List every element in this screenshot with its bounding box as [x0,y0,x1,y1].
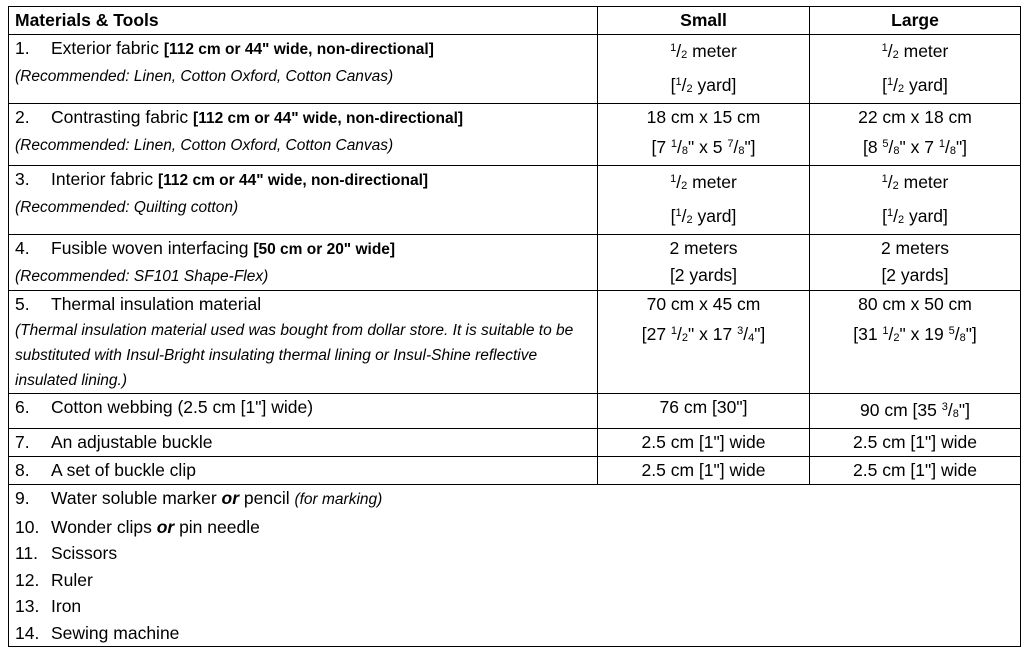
item-title [15,291,591,318]
item-number: 14. [15,622,40,643]
amount-text: [7 [651,137,671,157]
fraction-num: 1 [670,173,677,185]
table-row [9,457,1021,485]
amount-text: "] [744,137,756,157]
list-item [15,593,1014,620]
bracket: [ [670,75,676,95]
item-name: Thermal insulation material [51,294,262,314]
list-item [15,514,1014,541]
item-spec: [112 cm or 44" wide, non-directional] [163,41,434,58]
item-name: Cotton webbing (2.5 cm [1"] wide) [51,397,314,417]
small-line-1: 18 cm x 15 cm [646,107,761,127]
fraction-den: 8 [949,145,956,157]
table-row [9,104,1021,166]
amount-text: " x 5 [688,137,728,157]
large-line-1: $^1/_2$ meter [881,172,949,192]
amount-text: " x 19 [899,324,949,344]
item-text: Wonder clips [51,516,157,537]
small-line-2: [27 $^1/_2$" x 17 $^3/_4$"] [641,324,766,344]
table-row [9,429,1021,457]
item-name: An adjustable buckle [51,432,213,452]
item-title [15,35,591,63]
fraction-den: 8 [893,145,900,157]
amount-text: " x 17 [688,324,738,344]
table-row [9,166,1021,235]
item-number: 13. [15,596,40,616]
large-line-2: [$^1/_2$ yard] [882,206,948,226]
fraction-num: 1 [882,325,889,337]
small-cell [598,35,810,104]
large-cell: 2.5 cm [1"] wide [810,429,1021,457]
item-number: 11. [15,543,39,563]
small-cell [598,291,810,394]
table-row [9,291,1021,394]
fraction-den: 2 [892,49,899,61]
item-number: 8. [15,460,30,480]
small-cell: 2.5 cm [1"] wide [598,457,810,485]
bracket: [ [882,75,887,95]
item-cell [9,166,598,235]
fraction-den: 2 [897,83,905,95]
fraction-num: 1 [670,325,678,337]
item-title [15,429,591,456]
small-line-1: $^1/_2$ meter [670,41,737,61]
item-spec: [50 cm or 20" wide] [253,241,396,258]
materials-table-container [8,6,1021,647]
fraction-den: 4 [748,332,755,344]
bracket: [ [670,206,676,226]
amount-text: "] [958,400,970,420]
amount-text: "] [754,324,766,344]
item-text: pin needle [174,516,260,537]
fraction-den: 2 [681,49,688,61]
list-item [15,620,1014,647]
fraction-num: 3 [737,325,744,337]
amount-text: meter [898,172,949,192]
item-name: Contrasting fabric [51,107,189,127]
fraction-num: 1 [675,76,682,88]
amount-text: meter [687,41,737,61]
item-title [15,394,591,421]
item-cell [9,429,598,457]
item-title [15,235,591,263]
item-recommendation: (Recommended: Linen, Cotton Oxford, Cotton Canvas) [15,68,394,85]
fraction-den: 8 [681,145,689,157]
item-text: Water soluble marker [51,488,222,508]
table-row [9,394,1021,429]
bracket: [ [882,206,887,226]
item-name: Fusible woven interfacing [51,238,249,258]
amount-text: [27 [641,324,671,344]
item-text: Ruler [51,569,93,590]
fraction-num: 7 [727,138,734,150]
small-line-2: [$^1/_2$ yard] [670,75,737,95]
item-text: pencil [239,488,295,508]
header-large: Large [810,7,1021,35]
small-cell [598,394,810,429]
list-item [15,567,1014,594]
item-cell [9,235,598,291]
small-line-1: $^1/_2$ meter [670,172,737,192]
amount-text: "] [955,137,968,157]
fraction-num: 1 [675,207,682,219]
header-materials: Materials & Tools [9,7,598,35]
small-line-1: 76 cm [30"] [659,397,748,417]
fraction-den: 8 [738,145,745,157]
item-number: 3. [15,169,30,189]
fraction-den: 2 [686,83,693,95]
amount-text: yard] [904,75,948,95]
small-line-2: [7 $^1/_8$" x 5 $^7/_8$"] [651,137,756,157]
item-number: 12. [15,569,40,590]
item-number: 5. [15,294,30,314]
amount-text: [31 [853,324,883,344]
item-number: 2. [15,107,30,127]
item-note: (for marking) [294,491,383,508]
item-number: 1. [15,38,30,58]
large-line-2: [$^1/_2$ yard] [882,75,948,95]
header-row [9,7,1021,35]
fraction-den: 8 [952,408,959,420]
fraction-num: 1 [670,138,678,150]
item-recommendation: (Recommended: Linen, Cotton Oxford, Cotton Canvas) [15,137,394,154]
fraction-den: 2 [893,332,900,344]
list-item [15,485,1014,514]
fraction-num: 1 [886,207,894,219]
amount-text: yard] [904,206,948,226]
item-spec: [112 cm or 44" wide, non-directional] [193,110,464,127]
fraction-num: 5 [882,138,889,150]
item-recommendation: (Recommended: SF101 Shape-Flex) [15,268,269,285]
item-text: Scissors [51,543,118,563]
item-name: Interior fabric [51,169,154,189]
small-line-1: 2 meters [669,238,738,258]
item-cell [9,291,598,394]
table-row [9,235,1021,291]
fraction-num: 1 [670,42,677,54]
item-text: Sewing machine [51,622,180,643]
item-name: Exterior fabric [51,38,159,58]
large-cell [810,394,1021,429]
large-cell [810,166,1021,235]
item-number: 10. [15,516,40,537]
large-line-1: 22 cm x 18 cm [858,107,972,127]
fraction-den: 2 [892,180,899,192]
fraction-num: 5 [948,325,955,337]
large-line-2: [8 $^5/_8$" x 7 $^1/_8$"] [862,137,968,157]
item-number: 9. [15,488,30,508]
item-spec: [112 cm or 44" wide, non-directional] [158,172,429,189]
item-number: 7. [15,432,30,452]
small-line-2: [$^1/_2$ yard] [670,206,737,226]
large-cell [810,291,1021,394]
amount-text: "] [965,324,977,344]
large-cell [810,104,1021,166]
amount-text: " x 7 [899,137,939,157]
small-cell [598,104,810,166]
large-cell [810,35,1021,104]
small-line-2: [2 yards] [669,265,738,285]
fraction-num: 1 [881,173,888,185]
small-cell: 2.5 cm [1"] wide [598,429,810,457]
extra-items-cell [9,485,1021,647]
large-line-1: $^1/_2$ meter [881,41,949,61]
item-emphasis: or [156,516,175,537]
table-row [9,35,1021,104]
fraction-num: 1 [938,138,945,150]
amount-text: 90 cm [35 [860,400,942,420]
fraction-den: 2 [681,332,689,344]
large-cell: 2.5 cm [1"] wide [810,457,1021,485]
item-number: 6. [15,397,30,417]
amount-text: [8 [862,137,883,157]
large-cell [810,235,1021,291]
large-line-2: [31 $^1/_2$" x 19 $^5/_8$"] [853,324,977,344]
amount-text: meter [687,172,737,192]
list-item [15,540,1014,567]
extra-items-row [9,485,1021,647]
fraction-num: 1 [886,76,894,88]
small-cell [598,235,810,291]
header-small: Small [598,7,810,35]
small-cell [598,166,810,235]
item-text: Iron [51,596,82,616]
item-cell [9,394,598,429]
small-line-1: 70 cm x 45 cm [646,294,761,314]
item-recommendation: (Recommended: Quilting cotton) [15,199,239,216]
large-line-1: 80 cm x 50 cm [858,294,972,314]
fraction-den: 8 [959,332,966,344]
item-cell [9,457,598,485]
item-title [15,166,591,194]
large-line-2: [2 yards] [881,265,949,285]
fraction-den: 2 [681,180,688,192]
fraction-den: 2 [686,214,693,226]
amount-text: meter [898,41,949,61]
amount-text: yard] [692,206,737,226]
large-line-1: 2 meters [880,238,950,258]
large-line-1: 90 cm [35 $^3/_8$"] [860,400,970,420]
materials-table [8,6,1021,647]
item-number: 4. [15,238,30,258]
item-title [15,104,591,132]
item-cell [9,35,598,104]
fraction-num: 1 [881,42,888,54]
item-title [15,457,591,484]
item-recommendation: (Thermal insulation material used was bought from dollar store. It is suitable to be substituted with Insul-Bright insulating thermal lining or Insul-Shine reflective insulated lining.) [15,322,574,389]
item-cell [9,104,598,166]
item-emphasis: or [221,488,240,508]
amount-text: yard] [692,75,737,95]
item-name: A set of buckle clip [51,460,196,480]
fraction-den: 2 [897,214,905,226]
fraction-num: 3 [941,401,948,413]
